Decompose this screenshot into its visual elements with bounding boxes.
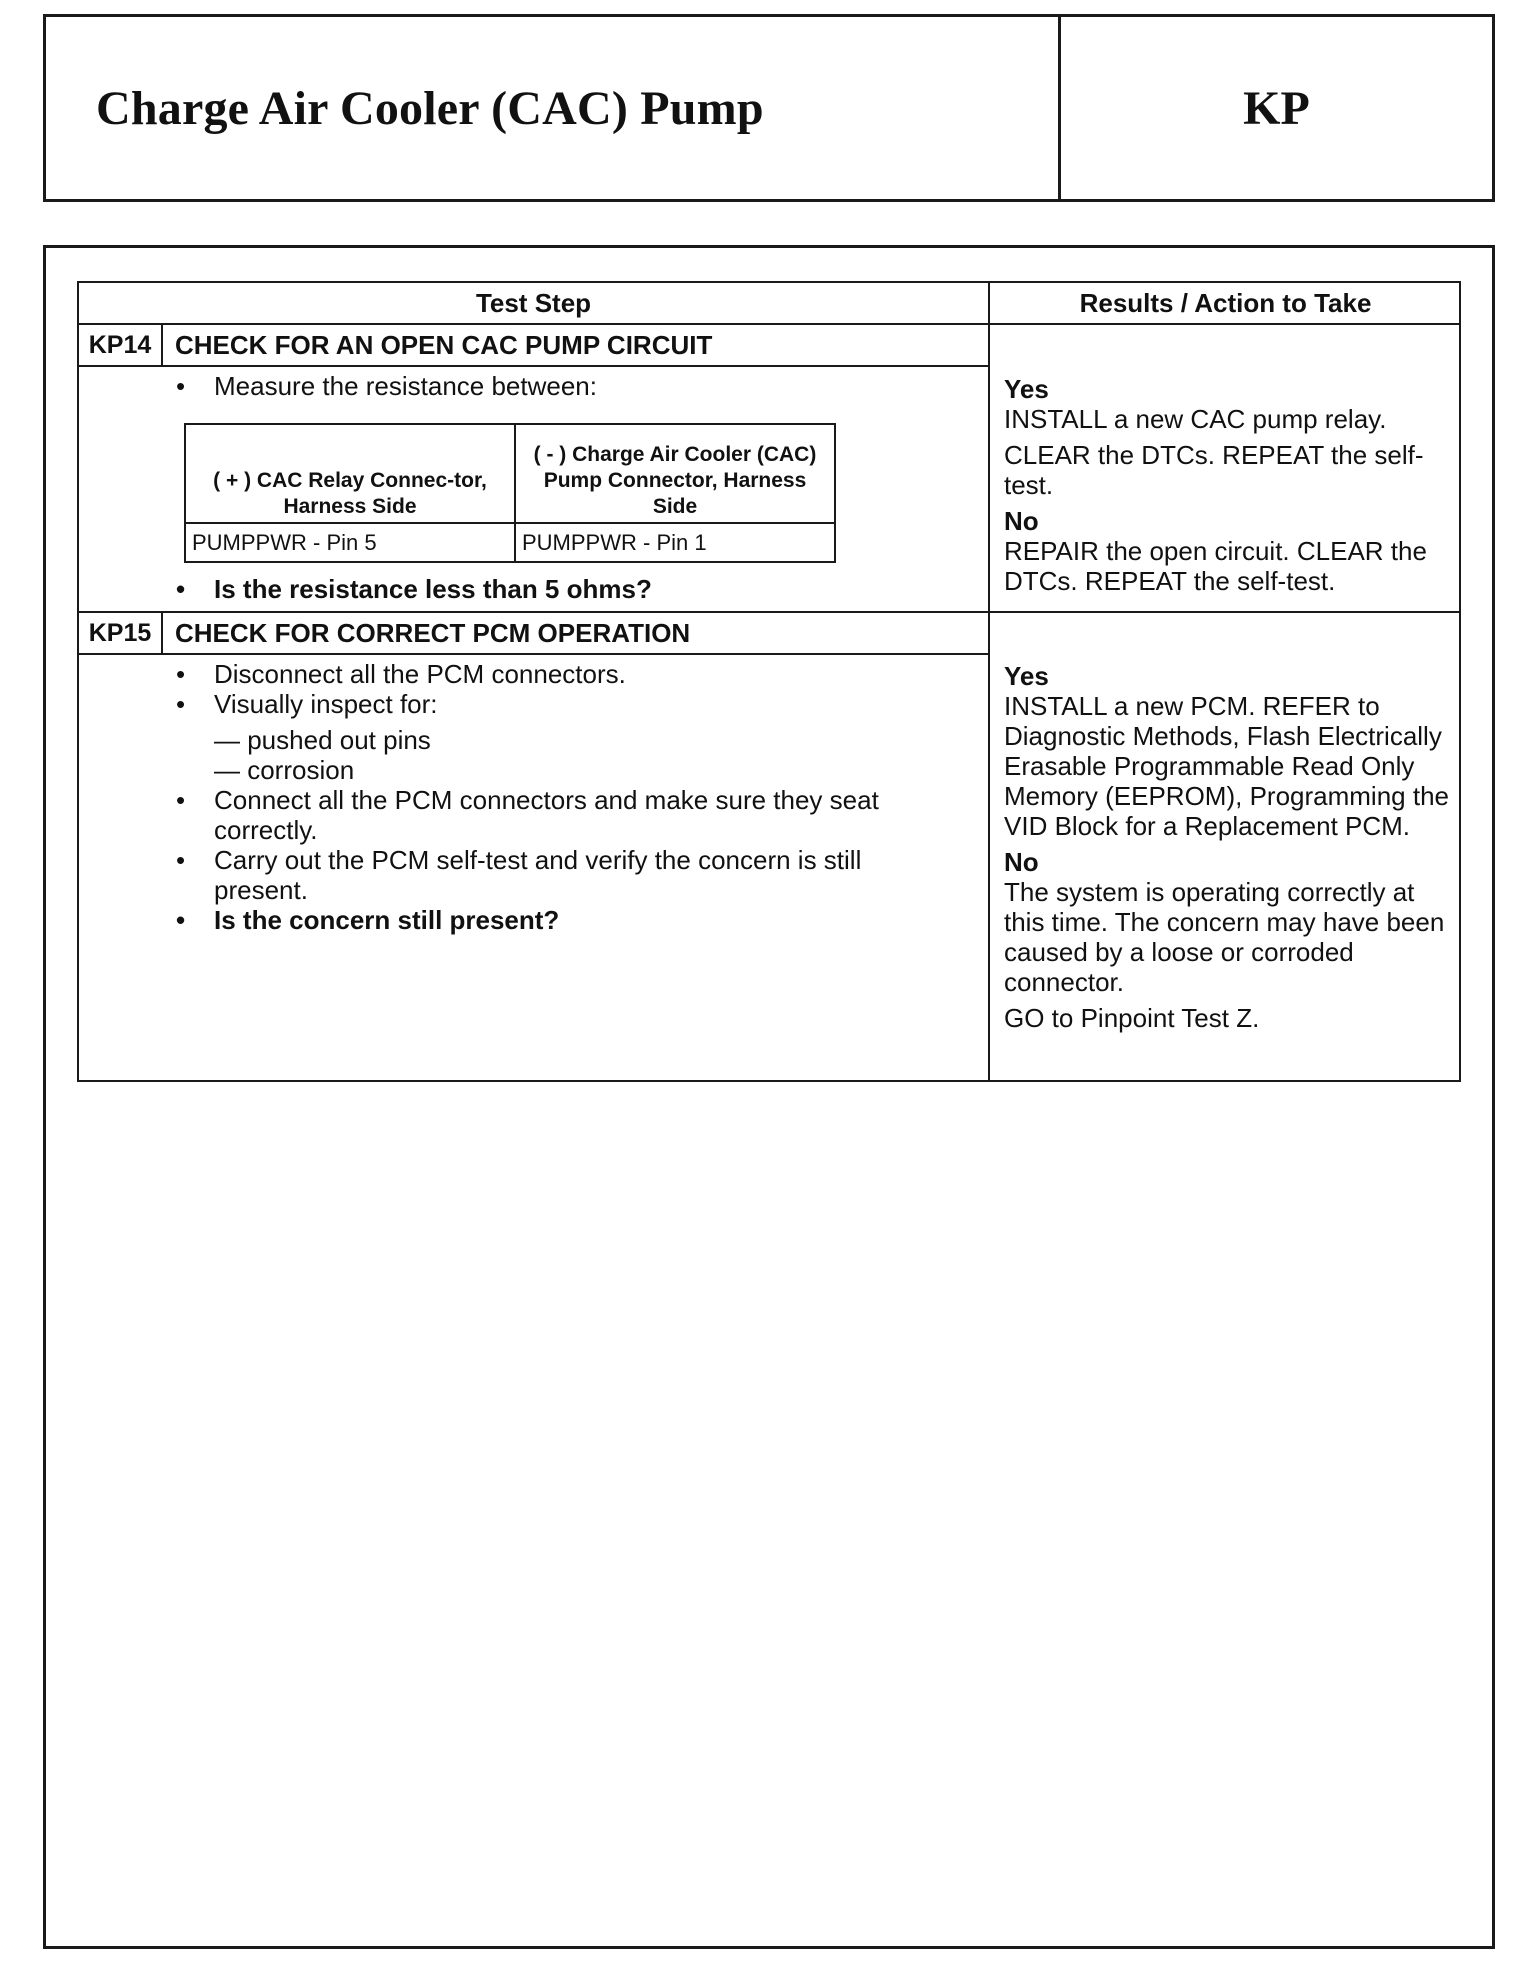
result-no-text: REPAIR the open circuit. CLEAR the DTCs. REPEAT the self-test. <box>1004 536 1427 596</box>
list-item: — pushed out pins <box>214 725 431 755</box>
list-item: • Connect all the PCM connectors and make sure they seat correctly. <box>174 785 954 845</box>
result-no-text: GO to Pinpoint Test Z. <box>1004 1003 1260 1033</box>
resistance-table <box>184 423 836 563</box>
page-title: Charge Air Cooler (CAC) Pump <box>96 81 764 135</box>
step-id-kp15: KP15 <box>88 618 152 647</box>
result-yes-label: Yes <box>1004 374 1049 404</box>
column-header-test-step: Test Step <box>475 287 592 318</box>
list-item: — corrosion <box>214 755 355 785</box>
resistance-table-head-right: ( - ) Charge Air Cooler (CAC) Pump Connector, Harness Side <box>515 424 835 523</box>
kp15-instructions <box>174 659 954 935</box>
list-item: • Is the concern still present? <box>174 905 954 935</box>
test-table <box>77 281 1461 1082</box>
kp14-results <box>1004 374 1459 596</box>
header-title-cell <box>46 17 1061 199</box>
step-id-divider <box>161 613 163 653</box>
result-no-label: No <box>1004 506 1039 536</box>
kp14-question <box>174 574 652 604</box>
list-item: • Visually inspect for: <box>174 689 954 719</box>
header-code-cell <box>1061 17 1492 199</box>
resistance-table-head-left: ( + ) CAC Relay Connec-tor, Harness Side <box>185 424 515 523</box>
resistance-table-cell-right: PUMPPWR - Pin 1 <box>515 523 835 562</box>
column-header-results: Results / Action to Take <box>1079 287 1372 318</box>
step-title-rule <box>79 653 988 655</box>
result-yes-text: CLEAR the DTCs. REPEAT the self-test. <box>1004 440 1424 500</box>
list-item: • Is the resistance less than 5 ohms? <box>174 574 652 604</box>
resistance-table-cell-left: PUMPPWR - Pin 5 <box>185 523 515 562</box>
step-id-divider <box>161 325 163 365</box>
step-title-kp15: CHECK FOR CORRECT PCM OPERATION <box>175 617 691 648</box>
result-yes-text: INSTALL a new CAC pump relay. <box>1004 404 1387 434</box>
result-yes-label: Yes <box>1004 661 1049 691</box>
page-header <box>43 14 1495 202</box>
result-yes-text: INSTALL a new PCM. REFER to Diagnostic Methods, Flash Electrically Erasable Programmable Read Only Memory (EEPROM), Programming the VID Block for a Replacement PCM. <box>1004 691 1449 841</box>
kp14-instructions <box>174 371 597 401</box>
step-id-kp14: KP14 <box>88 330 152 359</box>
result-no-label: No <box>1004 847 1039 877</box>
result-no-text: The system is operating correctly at this time. The concern may have been caused by a loose or corroded connector. <box>1004 877 1445 997</box>
column-divider <box>988 283 990 1080</box>
kp15-results <box>1004 661 1459 1033</box>
list-item: • Carry out the PCM self-test and verify the concern is still present. <box>174 845 954 905</box>
list-item: • Measure the resistance between: <box>174 371 597 401</box>
step-title-kp14: CHECK FOR AN OPEN CAC PUMP CIRCUIT <box>175 329 713 360</box>
step-title-rule <box>79 365 988 367</box>
section-code: KP <box>1243 81 1310 135</box>
list-item: • Disconnect all the PCM connectors. <box>174 659 954 689</box>
